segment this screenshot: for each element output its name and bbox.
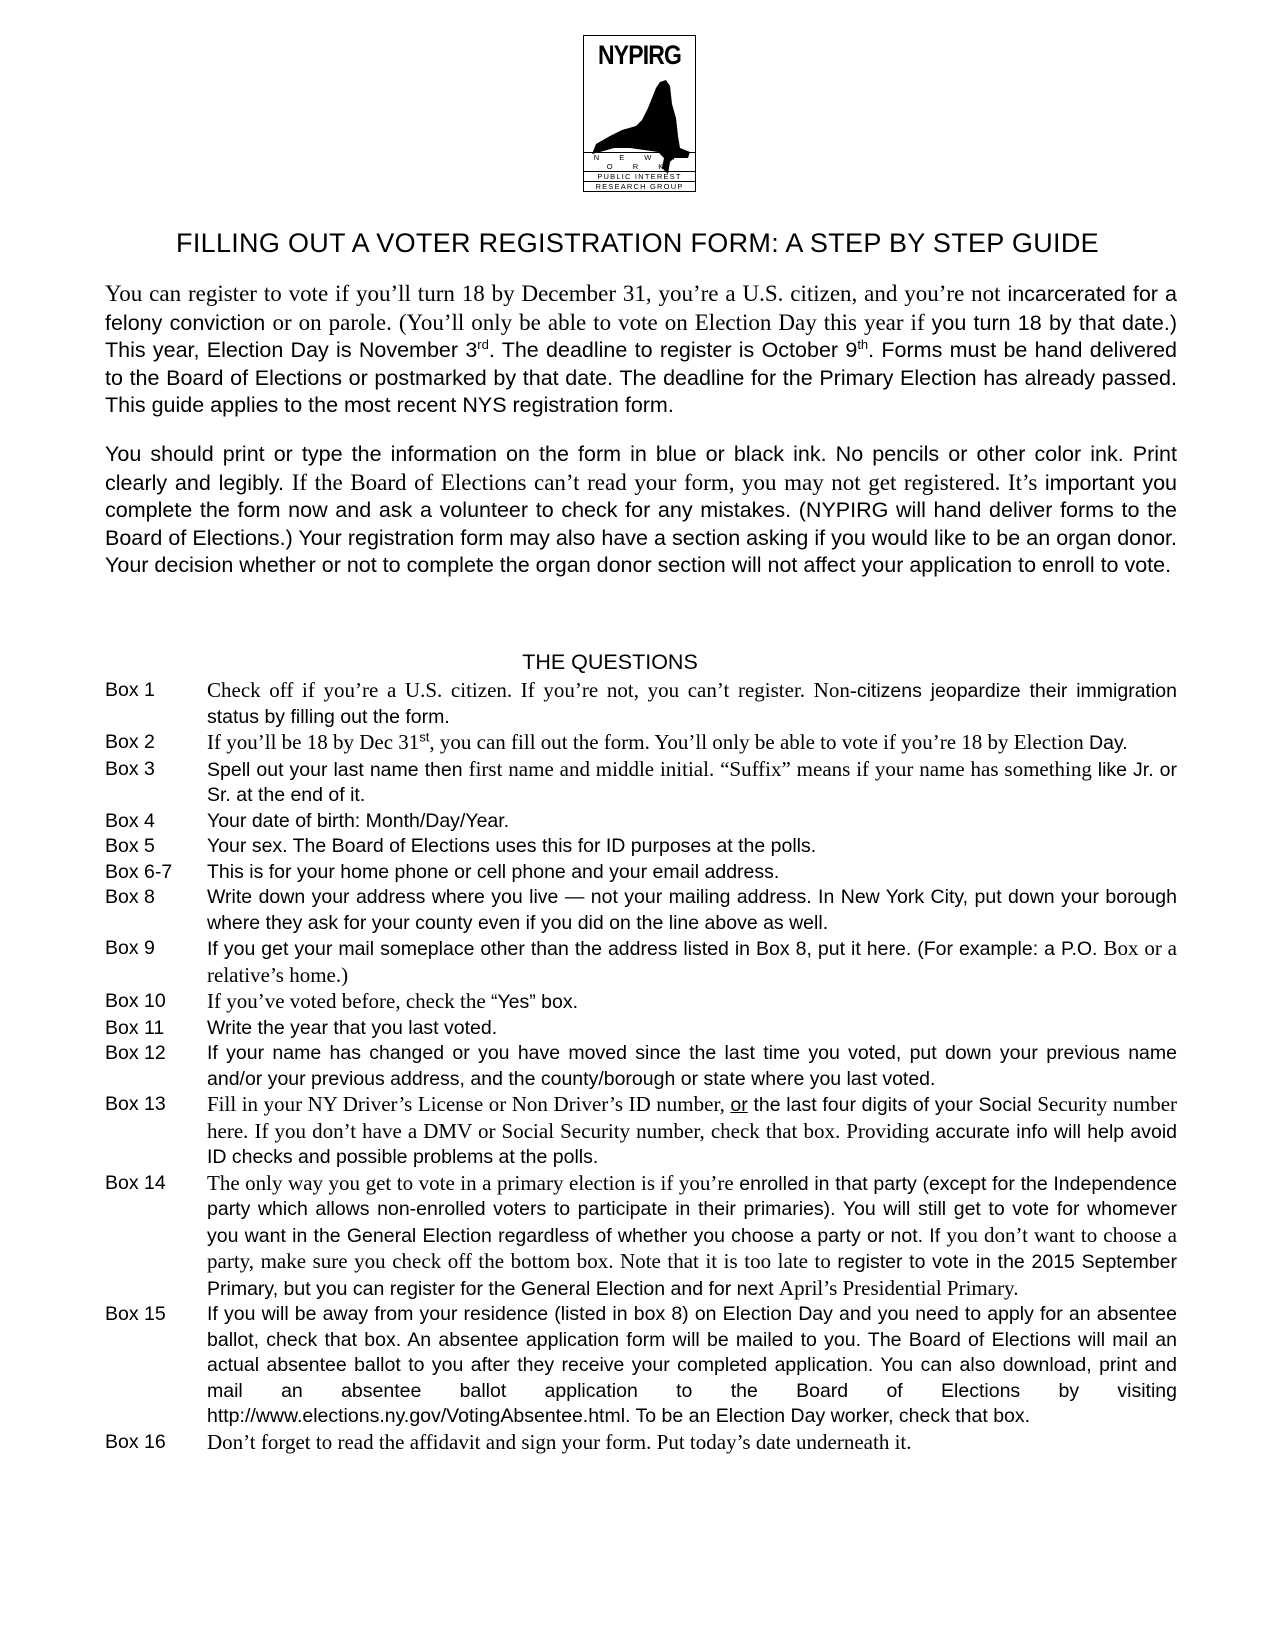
superscript: th — [857, 337, 869, 353]
superscript: st — [419, 729, 430, 745]
box-description — [207, 1092, 1177, 1171]
box-text: like Jr. or Sr. at the end of it. — [207, 758, 1177, 806]
list-item — [105, 809, 1177, 835]
box-label: Box 15 — [105, 1303, 166, 1325]
box-text: If you get your mail someplace other than the address listed in Box 8, put it here. (For example: a P.O. — [207, 938, 1104, 960]
box-text: enrolled in that party (except for the Independence party which allows non-enrolled voters to participate in their primaries). You will still get to vote for whomever you want in the General Election regardless of whether you choose a party or not. If — [207, 1172, 1177, 1247]
box-description — [207, 730, 1177, 757]
logo-line-new-york: N E W Y O R K — [584, 153, 695, 172]
list-item — [105, 678, 1177, 730]
box-text: If you’ll be 18 by Dec 31 — [207, 730, 420, 754]
nypirg-logo — [583, 35, 696, 192]
box-description: Don’t forget to read the affidavit and sign your form. Put today’s date underneath it. — [207, 1429, 912, 1454]
questions-list — [105, 678, 1177, 1455]
box-label: Box 4 — [105, 809, 155, 832]
box-label: Box 5 — [105, 835, 155, 857]
list-item — [105, 1430, 1177, 1456]
box-text: you don’t want to choose a party, make sure you check off the bottom box. Note that it is too late to — [207, 1222, 1177, 1273]
intro-text: You can register to vote if you’ll turn 18 by December 31, you’re a U.S. citizen, and you’re not — [105, 281, 1008, 306]
box-description — [207, 989, 1177, 1016]
box-label: Box 2 — [105, 731, 155, 753]
intro-text: . The deadline to register is October 9 — [488, 338, 858, 363]
list-item — [105, 730, 1177, 757]
list-item — [105, 834, 1177, 860]
box-text: “Yes” box. — [490, 991, 579, 1013]
box-text: Spell out your last name then — [207, 758, 469, 781]
intro-text: incarcerated for a felony conviction — [105, 282, 1177, 335]
box-text: Check off if you’re a U.S. citizen. If you’re not, you can’t register. Non- — [207, 678, 857, 702]
page-title: FILLING OUT A VOTER REGISTRATION FORM: A STEP BY STEP GUIDE — [176, 228, 1099, 258]
box-description: Write down your address where you live — not your mailing address. In New York City, put down your borough where they ask for your county even if you did on the line above as well. — [207, 886, 1177, 934]
box-text: , you can fill out the form. You’ll only be able to vote if you’re 18 by Election — [429, 730, 1090, 754]
box-description: If you will be away from your residence (listed in box 8) on Election Day and you need to apply for an absentee ballot, check that box. An absentee application form will be mailed to you. The Board of Elections will mail an actual absentee ballot to you after they receive your completed application. You can also download, print and mail an absentee ballot application to the Board of Elections by visiting http://www.elections.ny.gov/VotingAbsentee.html. To be an Election Day worker, check that box. — [207, 1303, 1177, 1427]
box-text: Fill in your NY Driver’s License or Non Driver’s ID number, — [207, 1092, 731, 1116]
box-label: Box 11 — [105, 1016, 165, 1039]
list-item — [105, 1092, 1177, 1171]
box-label: Box 9 — [105, 937, 155, 959]
list-item — [105, 885, 1177, 936]
box-description — [207, 678, 1177, 730]
box-label: Box 6-7 — [105, 860, 173, 883]
box-text: Security number here. If you don’t have a DMV or Social Security number, check that box. Providing — [207, 1092, 1178, 1143]
box-label: Box 10 — [105, 990, 166, 1012]
box-description: Write the year that you last voted. — [207, 1016, 498, 1039]
box-description: Your date of birth: Month/Day/Year. — [207, 809, 510, 832]
intro-paragraph-1 — [105, 280, 1177, 420]
box-description — [207, 936, 1177, 989]
list-item — [105, 860, 1177, 886]
superscript: rd — [477, 337, 489, 353]
list-item — [105, 1302, 1177, 1430]
box-description — [207, 1171, 1177, 1303]
logo-line-research-group: RESEARCH GROUP — [595, 182, 684, 191]
box-text: the last four digits of your Social — [747, 1094, 1038, 1116]
box-label: Box 16 — [105, 1430, 166, 1453]
logo-line-public-interest: PUBLIC INTEREST — [584, 172, 695, 182]
box-label: Box 1 — [105, 679, 155, 701]
intro-paragraph-2 — [105, 441, 1177, 580]
list-item — [105, 1016, 1177, 1042]
box-text: citizens jeopardize their immigration status by filling out the form. — [207, 680, 1177, 728]
box-description: Your sex. The Board of Elections uses this for ID purposes at the polls. — [207, 835, 817, 857]
intro-text: If the Board of Elections can’t read your form, you may not get registered. It’s — [291, 469, 1045, 495]
box-text: first name and middle initial. “Suffix” means if your name has something — [468, 756, 1098, 781]
box-label: Box 13 — [105, 1093, 166, 1115]
list-item — [105, 989, 1177, 1016]
box-description: This is for your home phone or cell phone and your email address. — [207, 860, 780, 883]
box-label: Box 14 — [105, 1171, 166, 1194]
box-label: Box 12 — [105, 1042, 166, 1064]
list-item — [105, 757, 1177, 809]
box-label: Box 3 — [105, 757, 155, 780]
box-text: accurate info will help avoid ID checks and possible problems at the polls. — [207, 1120, 1177, 1168]
intro-text: or on parole. (You’ll only be able to vote on Election Day this year if — [272, 309, 932, 335]
box-label: Box 8 — [105, 886, 155, 908]
intro-text: . Forms must be hand delivered to the Board of Elections or postmarked by that date. The deadline for the Primary Election has already passed. This guide applies to the most recent NYS registration form. — [105, 338, 1178, 418]
underlined-or: or — [730, 1094, 748, 1116]
list-item — [105, 1041, 1177, 1092]
box-text: Day. — [1089, 732, 1128, 754]
list-item — [105, 1171, 1177, 1303]
box-text: April’s Presidential Primary. — [778, 1275, 1019, 1300]
intro-text: important you complete the form now and ask a volunteer to check for any mistakes. (NYPIRG will hand deliver forms to the Board of Elections.) Your registration form may also have a section asking if you would like to be an organ donor. Your decision whether or not to complete the organ donor section will not affect your application to enroll to vote. — [105, 470, 1177, 578]
box-description — [207, 757, 1177, 809]
box-text: If you’ve voted before, check the — [207, 989, 491, 1013]
box-text: The only way you get to vote in a primary election is if you’re — [207, 1170, 740, 1195]
box-text: Box or a relative’s home.) — [207, 936, 1177, 987]
box-description: If your name has changed or you have moved since the last time you voted, put down your previous name and/or your previous address, and the county/borough or state where you last voted. — [207, 1042, 1177, 1090]
logo-subtitle — [584, 152, 695, 191]
logo-name: NYPIRG — [598, 40, 681, 70]
intro-text: you turn 18 by that date.) This year, Election Day is November 3 — [105, 310, 1177, 363]
box-text: register to vote in the 2015 September Primary, but you can register for the General Election and for next — [207, 1251, 1177, 1300]
intro-text: You should print or type the information on the form in blue or black ink. No pencils or other color ink. Print clearly and legibly. — [105, 442, 1177, 495]
questions-heading: THE QUESTIONS — [522, 650, 698, 674]
list-item — [105, 936, 1177, 989]
